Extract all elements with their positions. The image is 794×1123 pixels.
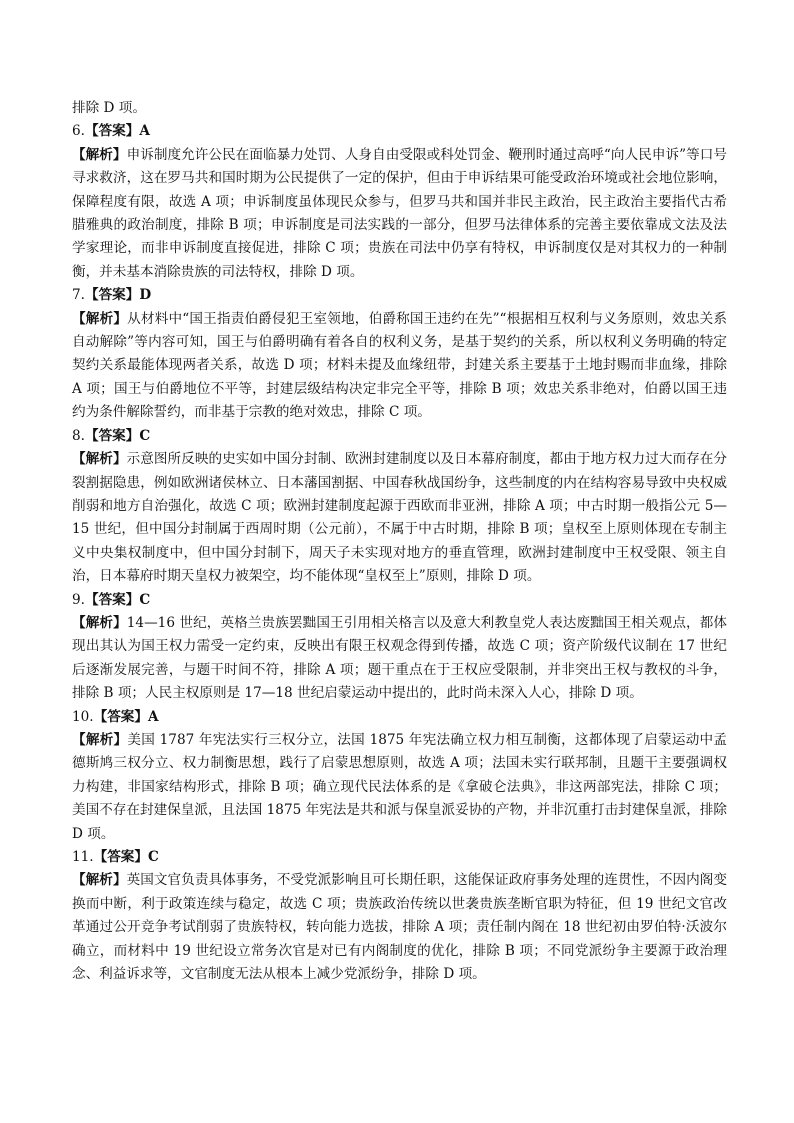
analysis-paragraph	[72, 729, 727, 846]
analysis-text: 从材料中“国王指责伯爵侵犯王室领地，伯爵称国王违约在先”“根据相互权利与义务原则，效忠关系自动解除”等内容可知，国王与伯爵明确有着各自的权利义务，是基于契约的关系，所以权利义务明确的特定契约关系最能体现两者关系，故选 D 项；材料未提及血缘纽带，封建关系主要基于土地封赐而非血缘，排除 A 项；国王与伯爵地位不平等，封建层级结构决定非完全平等，排除 B 项；效忠关系非绝对，伯爵以国王违约为条件解除誓约，而非基于宗教的绝对效忠，排除 C 项。	[72, 310, 728, 421]
analysis-text: 英国文官负责具体事务，不受党派影响且可长期任职，这能保证政府事务处理的连贯性，不因内阁变换而中断，利于政策连续与稳定，故选 C 项；贵族政治传统以世袭贵族垄断官职为特征，但 19 世纪文官改革通过公开竞争考试削弱了贵族特权，转向能力选拔，排除 A 项；责任制内阁在 18 世纪初由罗伯特·沃波尔确立，而材料中 19 世纪设立常务次官是对已有内阁制度的优化，排除 B 项；不同党派纷争主要源于政治理念、利益诉求等，文官制度无法从根本上减少党派纷争，排除 D 项。	[72, 872, 728, 983]
analysis-tag: 【解析】	[72, 872, 127, 889]
answer-tag: 【答案】	[84, 287, 140, 304]
question-number: 7.	[72, 287, 85, 304]
answer-item	[72, 284, 727, 424]
analysis-text: 美国 1787 年宪法实行三权分立，法国 1875 年宪法确立权力相互制衡，这都体现了启蒙运动中孟德斯鸠三权分立、权力制衡思想，践行了启蒙思想原则，故选 A 项；法国未实行联邦制，且题干主要强调权力构建，非国家结构形式，排除 B 项；确立现代民法体系的是《拿破仑法典》，非这两部宪法，排除 C 项；美国不存在封建保皇派，且法国 1875 年宪法是共和派与保皇派妥协的产物，并非沉重打击封建保皇派，排除 D 项。	[72, 731, 727, 842]
answer-item	[72, 120, 727, 284]
answer-heading	[72, 425, 727, 448]
analysis-paragraph	[72, 144, 727, 284]
analysis-text: 示意图所反映的史实如中国分封制、欧洲封建制度以及日本幕府制度，都由于地方权力过大而存在分裂割据隐患，例如欧洲诸侯林立、日本藩国割据、中国春秋战国纷争，这些制度的内在结构容易导致中央权威削弱和地方自治强化，故选 C 项；欧洲封建制度起源于西欧而非亚洲，排除 A 项；中古时期一般指公元 5—15 世纪，但中国分封制属于西周时期（公元前），不属于中古时期，排除 B 项；皇权至上原则体现在专制主义中央集权制度中，但中国分封制下，周天子未实现对地方的垂直管理，欧洲封建制度中王权受限、领主自治，日本幕府时期天皇权力被架空，均不能体现“皇权至上”原则，排除 D 项。	[72, 451, 728, 585]
answer-letter: D	[139, 287, 152, 304]
answer-letter: C	[139, 591, 151, 608]
answer-tag: 【答案】	[84, 591, 140, 608]
answer-tag: 【答案】	[84, 427, 140, 444]
answer-tag: 【答案】	[93, 708, 148, 725]
answer-heading	[72, 120, 727, 143]
question-number: 10.	[72, 708, 94, 725]
answer-item	[72, 425, 727, 589]
question-number: 6.	[72, 123, 85, 140]
question-number: 9.	[72, 591, 85, 608]
analysis-tag: 【解析】	[72, 451, 127, 468]
analysis-paragraph	[72, 869, 727, 986]
intro-line: 排除 D 项。	[72, 100, 146, 116]
answer-item	[72, 846, 727, 986]
answer-tag: 【答案】	[84, 123, 140, 140]
question-number: 11.	[72, 849, 94, 865]
answer-letter: A	[139, 123, 150, 140]
analysis-tag: 【解析】	[72, 731, 128, 748]
analysis-text: 申诉制度允许公民在面临暴力处罚、人身自由受限或科处罚金、鞭刑时通过高呼“向人民申诉”等口号寻求救济，这在罗马共和国时期为公民提供了一定的保护，但由于申诉结果可能受政治环境或社会地位影响，保障程度有限，故选 A 项；申诉制度虽体现民众参与，但罗马共和国并非民主政治，民主政治主要指代古希腊雅典的政治制度，排除 B 项；申诉制度是司法实践的一部分，但罗马法律体系的完善主要依靠成文法及法学家理论，而非申诉制度直接促进，排除 C 项；贵族在司法中仍享有特权，申诉制度仅是对其权力的一种制衡，并未基本消除贵族的司法特权，排除 D 项。	[72, 146, 727, 280]
analysis-text: 14—16 世纪，英格兰贵族罢黜国王引用相关格言以及意大利教皇党人表达废黜国王相关观点，都体现出其认为国王权力需受一定约束，反映出有限王权观念得到传播，故选 C 项；资产阶级代议制在 17 世纪后逐渐发展完善，与题干时间不符，排除 A 项；题干重点在于王权应受限制，并非突出王权与教权的斗争，排除 B 项；人民主权原则是 17—18 世纪启蒙运动中提出的，此时尚未深入人心，排除 D 项。	[72, 614, 728, 702]
analysis-tag: 【解析】	[72, 146, 127, 163]
answer-letter: C	[148, 849, 159, 865]
answer-heading	[72, 846, 727, 869]
answer-letter: A	[148, 708, 159, 725]
analysis-paragraph	[72, 308, 727, 425]
analysis-tag: 【解析】	[72, 614, 127, 631]
answer-item	[72, 589, 727, 706]
answer-item	[72, 706, 727, 846]
answer-list	[72, 120, 727, 986]
answer-heading	[72, 706, 727, 729]
answer-heading	[72, 589, 727, 612]
answer-document	[72, 97, 727, 986]
analysis-paragraph	[72, 612, 727, 706]
answer-letter: C	[139, 427, 151, 444]
answer-tag: 【答案】	[93, 849, 148, 865]
analysis-paragraph	[72, 448, 727, 588]
question-number: 8.	[72, 427, 85, 444]
analysis-tag: 【解析】	[72, 310, 128, 327]
answer-heading	[72, 284, 727, 307]
